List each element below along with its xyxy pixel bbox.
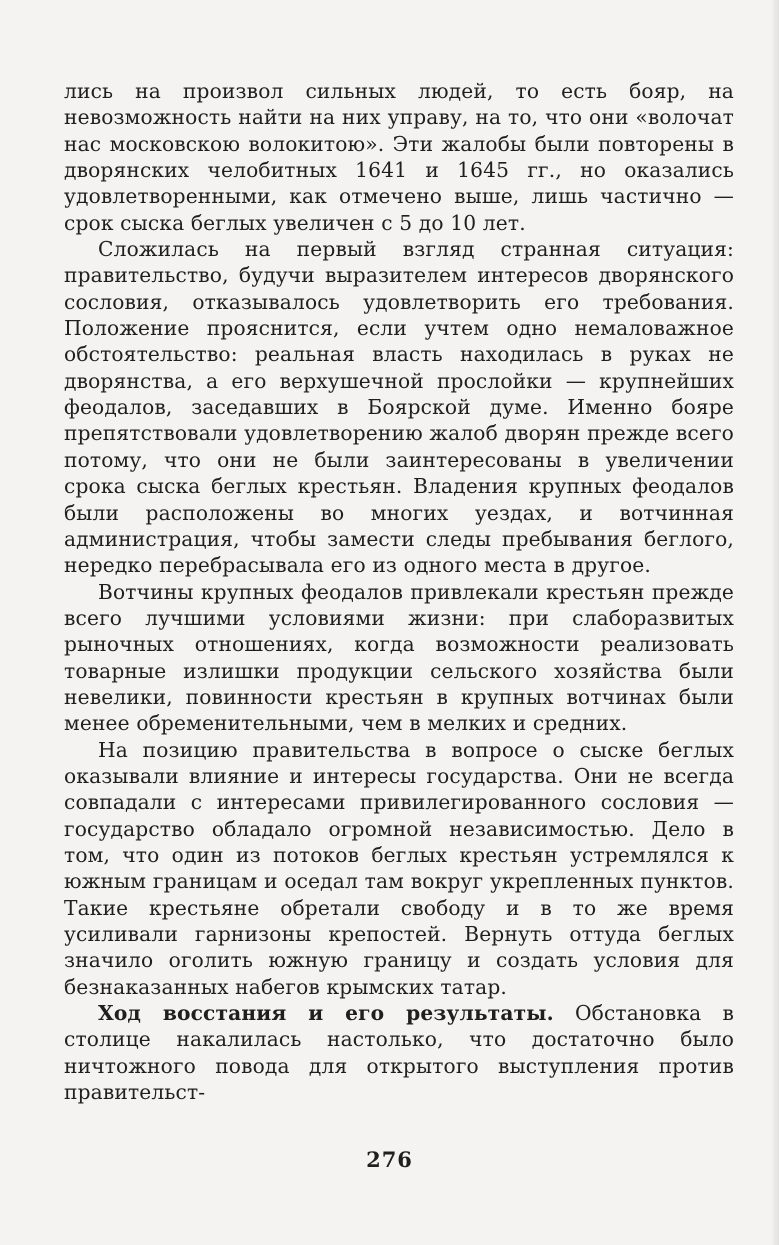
paragraph-4: На позицию правительства в вопросе о сыске беглых оказывали влияние и интересы государства. Они не всегда совпадали с интересами привилегированного сословия — государство обладало огромной независимостью. Дело в том, что один из потоков беглых крестьян устремлялся к южным границам и оседал там вокруг укрепленных пунктов. Такие крестьяне обретали свободу и в то же время усиливали гарнизоны крепостей. Вернуть оттуда беглых значило оголить южную границу и создать условия для безнаказанных набегов крымских татар. — [64, 737, 734, 999]
paragraph-2: Сложилась на первый взгляд странная ситуация: правительство, будучи выразителем интересов дворянского сословия, отказывалось удовлетворить его требования. Положение прояснится, если учтем одно немаловажное обстоятельство: реальная власть находилась в руках не дворянства, а его верхушечной прослойки — крупнейших феодалов, заседавших в Боярской думе. Именно бояре препятствовали удовлетворению жалоб дворян прежде всего потому, что они не были заинтересованы в увеличении срока сыска беглых крестьян. Владения крупных феодалов были расположены во многих уездах, и вотчинная администрация, чтобы замести следы пребывания беглого, нередко перебрасывала его из одного места в другое. — [64, 237, 734, 578]
scan-edge-shadow — [771, 0, 779, 1245]
section-text: Обстановка в столице накалилась настолько, что достаточно было ничтожного повода для открытого выступления против правительст- — [64, 1001, 734, 1105]
paragraph-3: Вотчины крупных феодалов привлекали крестьян прежде всего лучшими условиями жизни: при слаборазвитых рыночных отношениях, когда возможности реализовать товарные излишки продукции сельского хозяйства были невелики, повинности крестьян в крупных вотчинах были менее обременительными, чем в мелких и средних. — [64, 579, 734, 736]
page-number: 276 — [366, 1147, 413, 1172]
section-heading: Ход восстания и его результаты. — [98, 1001, 554, 1026]
section-paragraph — [64, 1000, 734, 1105]
paragraph-1: лись на произвол сильных людей, то есть бояр, на невозможность найти на них управу, на то, что они «волочат нас московскою волокитою». Эти жалобы были повторены в дворянских челобитных 1641 и 1645 гг., но оказались удовлетворенными, как отмечено выше, лишь частично — срок сыска беглых увеличен с 5 до 10 лет. — [64, 79, 734, 235]
body-text — [64, 78, 734, 1105]
